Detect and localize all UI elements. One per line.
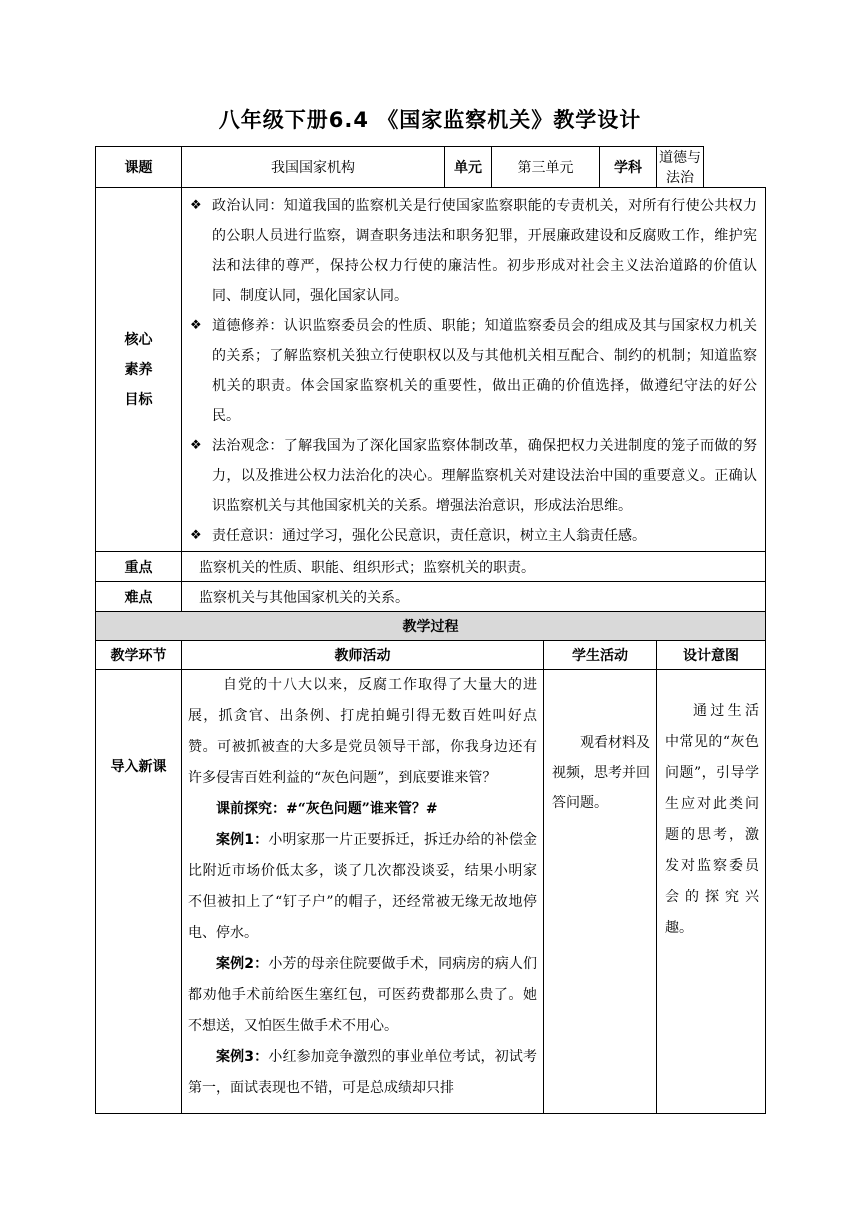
goal-text: 政治认同：知道我国的监察机关是行使国家监察职能的专责机关，对所有行使公共权力的公职人员进行监察，调查职务违法和职务犯罪，开展廉政建设和反腐败工作，维护宪法和法律的尊严，保持公权力行使的廉洁性。初步形成对社会主义法治道路的价值认同、制度认同，强化国家认同。: [212, 198, 757, 304]
key-point-row: [96, 552, 766, 582]
unit-label: 单元: [445, 147, 492, 188]
case-label: 案例2：: [216, 956, 269, 972]
case-text: 小红参加竞争激烈的事业单位考试，初试考第一，面试表现也不错，可是总成绩却只排: [188, 1049, 538, 1096]
process-title: 教学过程: [96, 612, 766, 641]
process-content-row: [96, 670, 766, 1114]
info-row: [96, 147, 766, 188]
header-stage: 教学环节: [96, 641, 182, 670]
course-label: 课题: [96, 147, 182, 188]
student-activity: [544, 670, 657, 1114]
goal-text: 法治观念：了解我国为了深化国家监察体制改革，确保把权力关进制度的笼子而做的努力，以及推进公权力法治化的决心。理解监察机关对建设法治中国的重要意义。正确认识监察机关与其他国家机关的关系。增强法治意识，形成法治思维。: [212, 438, 757, 514]
goal-item: [190, 311, 757, 431]
stage-label: 导入新课: [96, 670, 182, 1114]
process-title-row: [96, 612, 766, 641]
explore-heading: 课前探究：#“灰色问题”谁来管？#: [216, 801, 438, 817]
case-text: 小明家那一片正要拆迁，拆迁办给的补偿金比附近市场价低太多，谈了几次都没谈妥，结果小明家不但被扣上了“钉子户”的帽子，还经常被无缘无故地停电、停水。: [188, 832, 538, 941]
case-paragraph: [188, 1042, 537, 1104]
subject-value: 道德与法治: [657, 147, 704, 188]
case-paragraph: [188, 949, 537, 1042]
design-intent-text: 通过生活中常见的“灰色问题”，引导学生应对此类问题的思考，激发对监察委员会的探究兴趣。: [665, 703, 759, 936]
diamond-bullet-icon: ❖: [190, 438, 202, 453]
goal-text: 道德修养：认识监察委员会的性质、职能；知道监察委员会的组成及其与国家权力机关的关系；了解监察机关独立行使职权以及与其他机关相互配合、制约的机制；知道监察机关的职责。体会国家监察机关的重要性，做出正确的价值选择，做遵纪守法的好公民。: [212, 318, 757, 424]
intro-paragraph: 自党的十八大以来，反腐工作取得了大量大的进展，抓贪官、出条例、打虎拍蝇引得无数百姓叫好点赞。可被抓被查的大多是党员领导干部，你我身边还有许多侵害百姓利益的“灰色问题”，到底要谁来管？: [188, 677, 537, 786]
difficult-point-text: 监察机关与其他国家机关的关系。: [182, 582, 766, 612]
diamond-bullet-icon: ❖: [190, 318, 202, 333]
goal-item: [190, 521, 757, 551]
core-goals-content: [182, 188, 766, 552]
difficult-point-row: [96, 582, 766, 612]
goal-text: 责任意识：通过学习，强化公民意识，责任意识，树立主人翁责任感。: [212, 528, 646, 544]
core-goals-row: [96, 188, 766, 552]
subject-label: 学科: [600, 147, 657, 188]
case-text: 小芳的母亲住院要做手术，同病房的病人们都劝他手术前给医生塞红包，可医药费都那么贵了。她不想送，又怕医生做手术不用心。: [188, 956, 538, 1034]
goal-item: [190, 191, 757, 311]
case-label: 案例3：: [216, 1049, 269, 1065]
key-point-label: 重点: [96, 552, 182, 582]
process-header-row: [96, 641, 766, 670]
teacher-activity: [182, 670, 544, 1114]
student-activity-text: 观看材料及视频，思考并回答问题。: [552, 735, 650, 811]
core-goals-label: [96, 188, 182, 552]
key-point-text: 监察机关的性质、职能、组织形式；监察机关的职责。: [182, 552, 766, 582]
core-goals-label-line: 核心: [124, 331, 153, 348]
header-design: 设计意图: [657, 641, 766, 670]
diamond-bullet-icon: ❖: [190, 198, 202, 213]
case-paragraph: [188, 825, 537, 949]
unit-value: 第三单元: [492, 147, 600, 188]
goal-item: [190, 431, 757, 521]
difficult-point-label: 难点: [96, 582, 182, 612]
document-title: 八年级下册6.4 《国家监察机关》教学设计: [218, 108, 642, 132]
diamond-bullet-icon: ❖: [190, 528, 202, 543]
design-intent: [657, 670, 766, 1114]
core-goals-label-line: 目标: [124, 391, 153, 408]
header-student: 学生活动: [544, 641, 657, 670]
core-goals-label-line: 素养: [124, 361, 153, 378]
course-value: 我国国家机构: [182, 147, 445, 188]
header-teacher: 教师活动: [182, 641, 544, 670]
lesson-plan-table: [95, 146, 766, 1114]
case-label: 案例1：: [216, 832, 269, 848]
